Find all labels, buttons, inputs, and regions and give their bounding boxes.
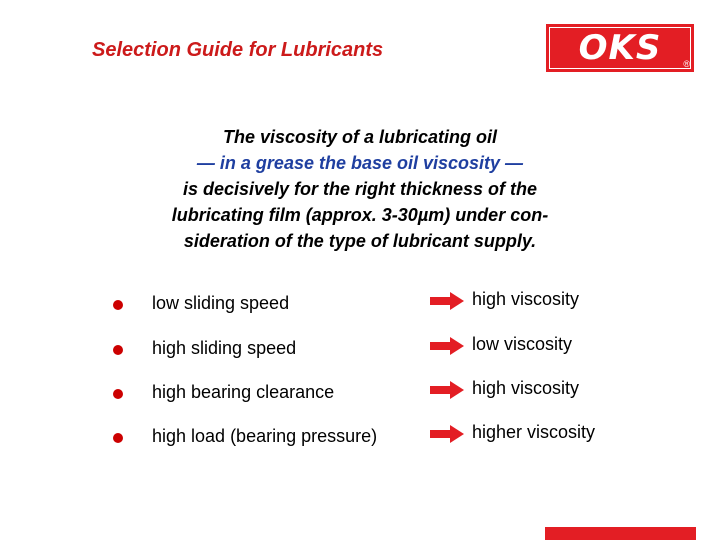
bullet-dot-icon: [113, 433, 123, 443]
list-item: [0, 291, 720, 321]
footer-accent-bar: [545, 527, 696, 540]
arrow-right-icon: [430, 292, 464, 310]
intro-line-2: — in a grease the base oil viscosity —: [196, 153, 524, 173]
logo-registered-mark: ®: [683, 59, 690, 69]
result-label: high viscosity: [472, 289, 580, 309]
list-item: [0, 380, 720, 410]
arrow-right-icon: [430, 337, 464, 355]
result-label: high viscosity: [472, 378, 580, 398]
condition-label: low sliding speed: [152, 293, 290, 313]
condition-label: high sliding speed: [152, 338, 297, 358]
result-label: higher viscosity: [472, 422, 596, 442]
list-item: [0, 336, 720, 366]
intro-line-1: The viscosity of a lubricating oil: [222, 127, 498, 147]
intro-line-5: sideration of the type of lubricant supply.: [183, 231, 537, 251]
condition-label: high load (bearing pressure): [152, 426, 378, 446]
intro-line-3: is decisively for the right thickness of the: [182, 179, 538, 199]
intro-line-4: lubricating film (approx. 3-30µm) under con-: [171, 205, 549, 225]
bullet-dot-icon: [113, 345, 123, 355]
logo-text: OKS: [578, 28, 662, 68]
result-label: low viscosity: [472, 334, 573, 354]
page-title: Selection Guide for Lubricants: [92, 39, 384, 61]
bullet-dot-icon: [113, 389, 123, 399]
list-item: [0, 424, 720, 454]
arrow-right-icon: [430, 381, 464, 399]
arrow-right-icon: [430, 425, 464, 443]
bullet-dot-icon: [113, 300, 123, 310]
condition-label: high bearing clearance: [152, 382, 335, 402]
